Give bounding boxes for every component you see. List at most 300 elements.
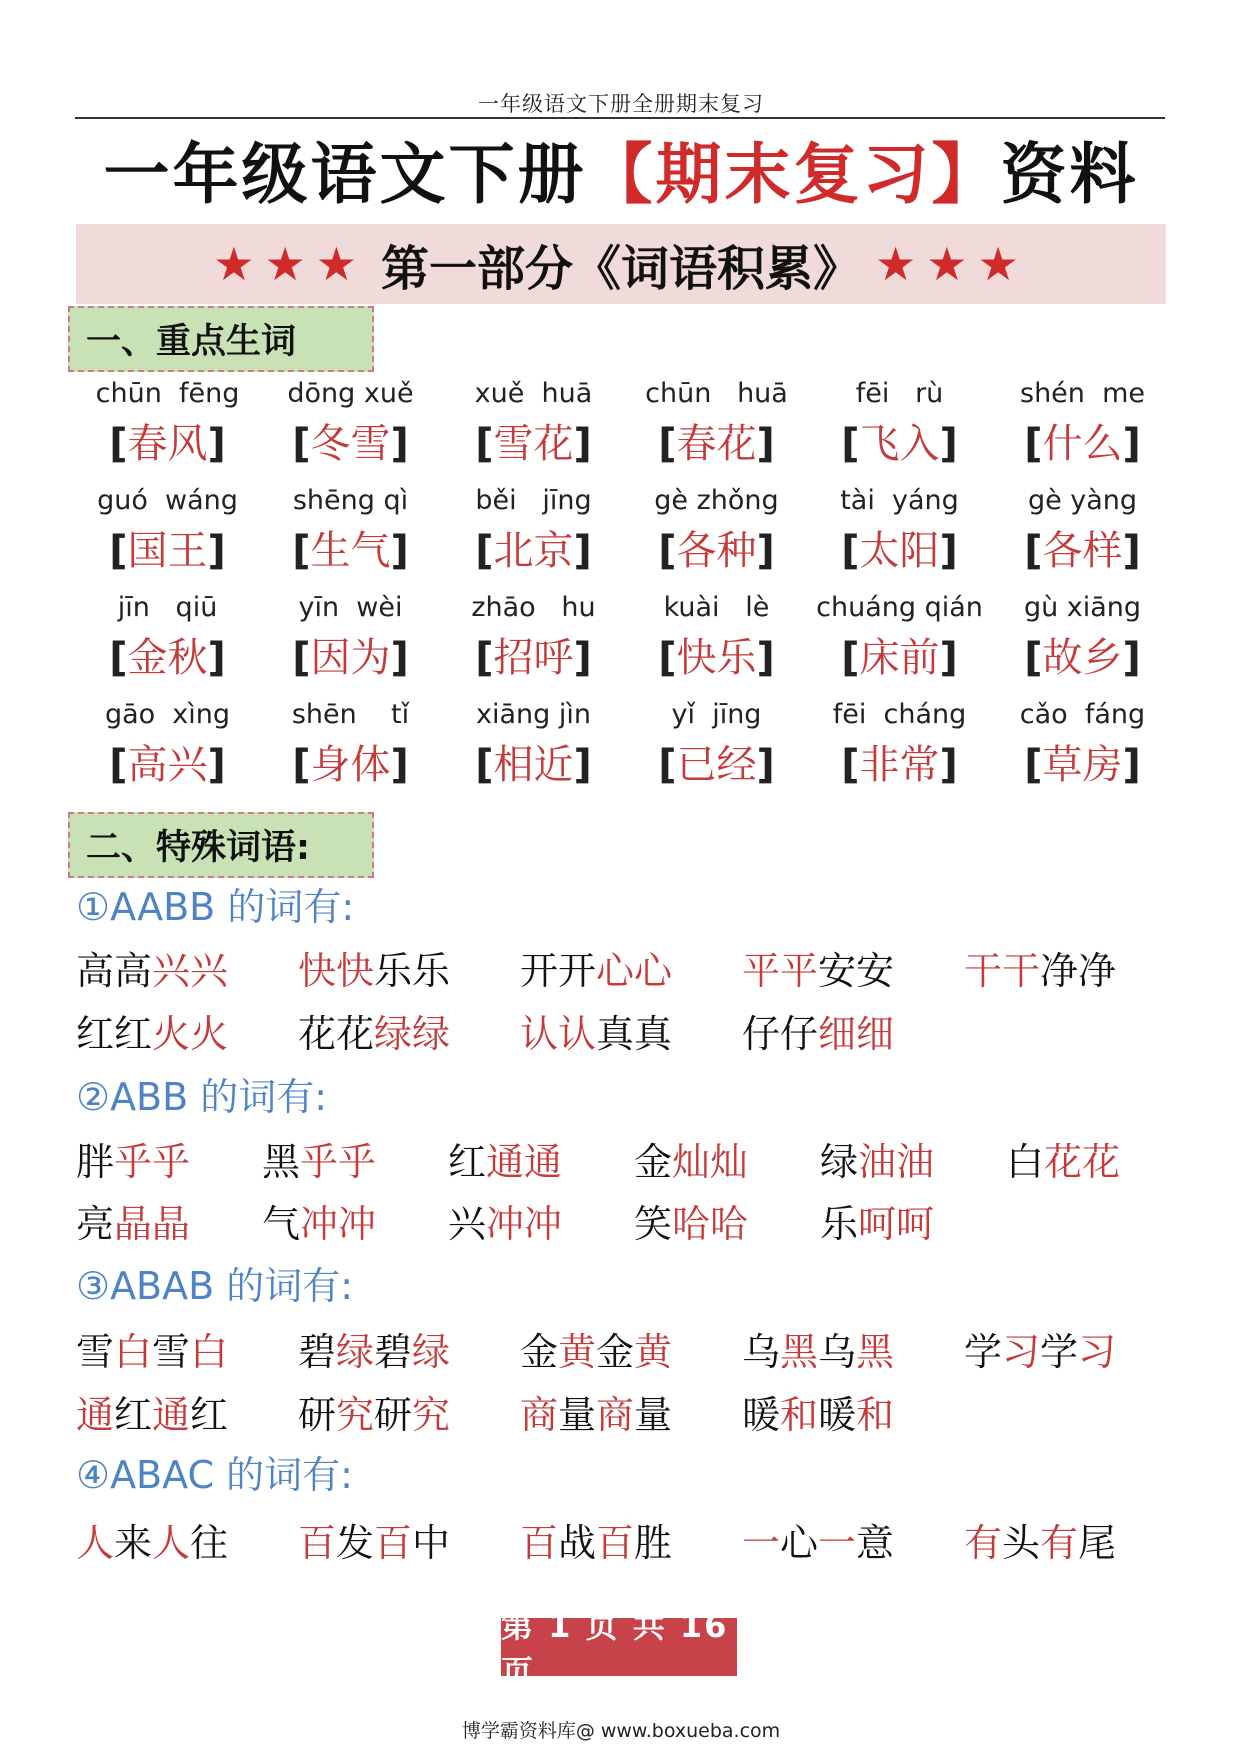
word-segment: 干干 [964,949,1041,993]
word-segment: 百 [374,1521,413,1565]
word-row [76,1006,964,1062]
word-segment: 通 [76,1393,115,1437]
vocab-pinyin: xuě huā [474,378,593,409]
word-segment: 花花 [1044,1140,1121,1184]
word-segment: 油油 [858,1140,935,1184]
vocab-word-bracketed [76,416,259,476]
special-word [298,1324,520,1380]
word-segment: 冲冲 [486,1202,563,1246]
bracket-close: ] [756,742,775,788]
word-segment: 百 [298,1521,337,1565]
word-segment: 笑 [634,1202,673,1246]
word-segment: 白 [1006,1140,1045,1184]
word-row [76,1387,964,1443]
word-segment: 商 [596,1393,635,1437]
group-heading-abab: ③ABAB 的词有: [76,1264,354,1308]
bracket-open: [ [109,742,128,788]
vocab-word: 非常 [859,742,940,788]
bracket-open: [ [658,421,677,467]
bracket-close: ] [573,528,592,574]
bracket-open: [ [109,421,128,467]
vocab-item [808,693,991,800]
vocab-pinyin: fēi cháng [832,699,967,730]
word-segment: 商 [520,1393,559,1437]
special-word [820,1134,1006,1190]
vocab-word-bracketed [76,630,259,690]
bracket-open: [ [109,528,128,574]
vocab-pinyin: gāo xìng [104,699,231,730]
group-heading-abac: ④ABAC 的词有: [76,1453,353,1497]
word-segment: 有 [964,1521,1003,1565]
vocab-pinyin: shén me [1020,378,1145,409]
word-row [76,1196,1006,1252]
vocab-word: 故乡 [1042,635,1123,681]
vocab-item [625,586,808,693]
word-segment: 高高 [76,949,153,993]
word-segment: 意 [856,1521,895,1565]
vocab-word: 高兴 [127,742,208,788]
word-segment: 人 [76,1521,115,1565]
word-segment: 绿 [336,1330,375,1374]
word-segment: 白 [190,1330,229,1374]
vocab-word: 因为 [310,635,391,681]
word-segment: 灿灿 [672,1140,749,1184]
vocab-row [76,693,1176,800]
special-word [742,1515,964,1571]
bracket-open: [ [658,635,677,681]
vocab-pinyin: xiāng jìn [476,699,591,730]
word-segment: 究 [412,1393,451,1437]
word-segment: 一 [818,1521,857,1565]
bracket-close: ] [1122,635,1141,681]
vocab-item [259,479,442,586]
word-segment: 百 [520,1521,559,1565]
vocab-pinyin: dōng xuě [287,378,414,409]
vocab-item [991,586,1174,693]
word-segment: 和 [780,1393,819,1437]
special-word [76,1324,298,1380]
word-segment: 哈哈 [672,1202,749,1246]
vocab-word-bracketed [76,737,259,797]
vocab-word: 招呼 [493,635,574,681]
word-segment: 绿 [412,1330,451,1374]
bracket-open: [ [475,742,494,788]
group-heading-abb: ②ABB 的词有: [76,1075,328,1119]
word-segment: 暖 [818,1393,857,1437]
vocab-pinyin: shēng qì [292,485,409,516]
vocab-item [808,372,991,479]
vocab-pinyin: gè zhǒng [654,485,779,516]
vocab-pinyin: chuáng qián [816,592,983,623]
vocab-word-bracketed [442,416,625,476]
bracket-open: [ [841,742,860,788]
word-segment: 心心 [596,949,673,993]
title-post: 资料 [1000,136,1139,213]
word-segment: 气 [262,1202,301,1246]
bracket-open: [ [1024,742,1043,788]
vocab-item [991,479,1174,586]
word-segment: 绿绿 [374,1012,451,1056]
part-title: 第一部分《词语积累》 [380,240,861,297]
bracket-close: ] [390,635,409,681]
special-word [76,1387,298,1443]
bracket-close: ] [573,635,592,681]
vocab-pinyin: shēn tǐ [291,699,410,730]
vocab-item [259,372,442,479]
special-word [520,1515,742,1571]
word-segment: 认认 [520,1012,597,1056]
bracket-open: [ [292,635,311,681]
word-segment: 碧 [374,1330,413,1374]
bracket-open: [ [475,635,494,681]
word-segment: 红 [448,1140,487,1184]
word-segment: 金 [596,1330,635,1374]
special-word [742,1006,964,1062]
vocab-word: 相近 [493,742,574,788]
vocab-word-bracketed [991,630,1174,690]
bracket-open: [ [1024,635,1043,681]
vocab-word-bracketed [625,416,808,476]
special-word [76,1006,298,1062]
vocab-word-bracketed [991,737,1174,797]
word-segment: 暖 [742,1393,781,1437]
word-segment: 晶晶 [114,1202,191,1246]
bracket-open: [ [109,635,128,681]
word-segment: 开开 [520,949,597,993]
word-segment: 中 [412,1521,451,1565]
vocab-word: 什么 [1042,421,1123,467]
vocab-word-bracketed [259,523,442,583]
vocab-item [442,693,625,800]
vocab-item [442,586,625,693]
special-word [520,1324,742,1380]
vocab-pinyin: chūn huā [645,378,788,409]
vocab-word-bracketed [625,630,808,690]
vocab-pinyin: fēi rù [855,378,944,409]
bracket-close: ] [939,421,958,467]
vocab-word-bracketed [442,630,625,690]
word-segment: 兴 [448,1202,487,1246]
word-segment: 胜 [634,1521,673,1565]
word-segment: 乌 [818,1330,857,1374]
vocab-word-bracketed [991,416,1174,476]
vocab-item [442,479,625,586]
special-word [76,943,298,999]
vocab-word: 金秋 [127,635,208,681]
vocab-item [259,586,442,693]
vocab-item [808,586,991,693]
special-word [520,1006,742,1062]
word-segment: 来 [114,1521,153,1565]
special-word [262,1134,448,1190]
running-header: 一年级语文下册全册期末复习 [478,92,764,116]
special-word [742,1324,964,1380]
vocab-pinyin: gè yàng [1027,485,1138,516]
special-word [520,943,742,999]
vocab-word: 各样 [1042,528,1123,574]
word-segment: 习 [1002,1330,1041,1374]
word-segment: 乐 [820,1202,859,1246]
word-segment: 火火 [152,1012,229,1056]
special-word [76,1134,262,1190]
vocab-item [76,693,259,800]
vocab-item [76,586,259,693]
vocab-pinyin: gù xiāng [1023,592,1142,623]
word-segment: 亮 [76,1202,115,1246]
word-segment: 有 [1040,1521,1079,1565]
vocab-item [991,693,1174,800]
word-segment: 一 [742,1521,781,1565]
vocab-word-bracketed [808,630,991,690]
vocab-word: 各种 [676,528,757,574]
word-segment: 乎乎 [114,1140,191,1184]
page-title [0,130,1242,220]
special-word [820,1196,1006,1252]
vocab-pinyin: kuài lè [663,592,770,623]
word-row [76,943,1186,999]
word-segment: 黄 [634,1330,673,1374]
section-heading-special-words: 二、特殊词语: [68,812,374,878]
vocab-pinyin: guó wáng [97,485,238,516]
word-segment: 研 [374,1393,413,1437]
word-segment: 红 [190,1393,229,1437]
bracket-open: [ [1024,528,1043,574]
bracket-close: ] [573,742,592,788]
vocab-word: 草房 [1042,742,1123,788]
word-segment: 黑 [262,1140,301,1184]
vocab-grid [76,372,1176,800]
bracket-close: ] [756,528,775,574]
word-segment: 白 [114,1330,153,1374]
vocab-pinyin: jīn qiū [117,592,218,623]
vocab-pinyin: zhāo hu [471,592,596,623]
vocab-word-bracketed [808,523,991,583]
word-segment: 雪 [152,1330,191,1374]
vocab-word: 冬雪 [310,421,391,467]
vocab-pinyin: chūn fēng [95,378,240,409]
vocab-item [625,372,808,479]
vocab-word-bracketed [259,416,442,476]
word-row [76,1134,1192,1190]
word-row [76,1515,1186,1571]
vocab-word: 北京 [493,528,574,574]
vocab-word: 已经 [676,742,757,788]
word-segment: 冲冲 [300,1202,377,1246]
bracket-close: ] [756,421,775,467]
word-segment: 净净 [1040,949,1117,993]
bracket-open: [ [841,635,860,681]
word-segment: 和 [856,1393,895,1437]
bracket-open: [ [475,421,494,467]
vocab-word-bracketed [259,630,442,690]
word-segment: 心 [780,1521,819,1565]
vocab-word-bracketed [625,737,808,797]
vocab-word-bracketed [808,416,991,476]
bracket-open: [ [1024,421,1043,467]
word-segment: 研 [298,1393,337,1437]
special-word [964,943,1186,999]
vocab-item [991,372,1174,479]
bracket-close: ] [390,421,409,467]
special-word [298,943,520,999]
title-pre: 一年级语文下册 [103,136,587,213]
word-segment: 花花 [298,1012,375,1056]
bracket-open: [ [292,742,311,788]
vocab-word-bracketed [625,523,808,583]
page-number-badge: 第 1 页 共 16 页 [501,1618,737,1676]
vocab-item [76,479,259,586]
vocab-item [808,479,991,586]
bracket-open: [ [475,528,494,574]
vocab-word-bracketed [442,523,625,583]
vocab-pinyin: tài yáng [840,485,959,516]
word-segment: 黑 [856,1330,895,1374]
bracket-close: ] [390,528,409,574]
vocab-item [625,693,808,800]
word-segment: 细细 [818,1012,895,1056]
word-segment: 兴兴 [152,949,229,993]
vocab-word: 春花 [676,421,757,467]
word-segment: 乎乎 [300,1140,377,1184]
vocab-item [259,693,442,800]
word-segment: 往 [190,1521,229,1565]
bracket-close: ] [939,528,958,574]
bracket-open: [ [658,528,677,574]
bracket-close: ] [573,421,592,467]
word-segment: 仔仔 [742,1012,819,1056]
header-rule [75,117,1165,119]
vocab-item [625,479,808,586]
word-segment: 红 [114,1393,153,1437]
bracket-open: [ [658,742,677,788]
word-segment: 乐乐 [374,949,451,993]
bracket-open: [ [292,421,311,467]
word-segment: 黑 [780,1330,819,1374]
special-word [448,1134,634,1190]
word-segment: 黄 [558,1330,597,1374]
vocab-item [442,372,625,479]
special-word [298,1515,520,1571]
special-word [298,1006,520,1062]
word-segment: 金 [634,1140,673,1184]
star-icons-right: ★★★ [875,237,1029,291]
word-segment: 绿 [820,1140,859,1184]
vocab-word: 快乐 [676,635,757,681]
vocab-pinyin: cǎo fáng [1019,699,1146,730]
special-word [1006,1134,1192,1190]
vocab-word-bracketed [991,523,1174,583]
vocab-word: 飞入 [859,421,940,467]
vocab-word: 雪花 [493,421,574,467]
vocab-pinyin: yǐ jīng [671,699,762,730]
special-word [76,1515,298,1571]
word-segment: 呵呵 [858,1202,935,1246]
vocab-word: 太阳 [859,528,940,574]
special-word [634,1196,820,1252]
section-heading-key-words: 一、重点生词 [68,306,374,372]
special-word [634,1134,820,1190]
word-segment: 战 [558,1521,597,1565]
word-segment: 习 [1078,1330,1117,1374]
word-segment: 人 [152,1521,191,1565]
word-segment: 快快 [298,949,375,993]
vocab-item [76,372,259,479]
special-word [742,943,964,999]
special-word [448,1196,634,1252]
vocab-word-bracketed [442,737,625,797]
bracket-close: ] [1122,421,1141,467]
bracket-close: ] [207,742,226,788]
vocab-word-bracketed [259,737,442,797]
word-segment: 头 [1002,1521,1041,1565]
vocab-row [76,479,1176,586]
word-segment: 金 [520,1330,559,1374]
word-segment: 雪 [76,1330,115,1374]
star-icons-left: ★★★ [213,237,367,291]
bracket-close: ] [939,635,958,681]
special-word [298,1387,520,1443]
special-word [76,1196,262,1252]
vocab-pinyin: yīn wèi [298,592,403,623]
title-accent: 【期末复习】 [586,136,1001,213]
vocab-word-bracketed [808,737,991,797]
bracket-close: ] [207,421,226,467]
bracket-close: ] [207,635,226,681]
word-segment: 学 [1040,1330,1079,1374]
word-segment: 通通 [486,1140,563,1184]
vocab-word-bracketed [76,523,259,583]
vocab-word: 生气 [310,528,391,574]
special-word [742,1387,964,1443]
footer-source: 博学霸资料库@ www.boxueba.com [461,1720,781,1742]
bracket-open: [ [292,528,311,574]
bracket-close: ] [390,742,409,788]
word-segment: 量 [634,1393,673,1437]
word-segment: 安安 [818,949,895,993]
bracket-open: [ [841,528,860,574]
bracket-close: ] [207,528,226,574]
word-segment: 真真 [596,1012,673,1056]
word-segment: 究 [336,1393,375,1437]
vocab-word: 床前 [859,635,940,681]
word-segment: 尾 [1078,1521,1117,1565]
word-segment: 百 [596,1521,635,1565]
special-word [262,1196,448,1252]
part-banner [76,224,1166,304]
word-row [76,1324,1186,1380]
vocab-word: 春风 [127,421,208,467]
word-segment: 碧 [298,1330,337,1374]
vocab-pinyin: běi jīng [475,485,592,516]
bracket-close: ] [1122,528,1141,574]
bracket-close: ] [756,635,775,681]
word-segment: 乌 [742,1330,781,1374]
special-word [964,1515,1186,1571]
word-segment: 红红 [76,1012,153,1056]
special-word [520,1387,742,1443]
word-segment: 量 [558,1393,597,1437]
word-segment: 发 [336,1521,375,1565]
vocab-word: 国王 [127,528,208,574]
bracket-close: ] [939,742,958,788]
bracket-open: [ [841,421,860,467]
bracket-close: ] [1122,742,1141,788]
word-segment: 平平 [742,949,819,993]
word-segment: 学 [964,1330,1003,1374]
special-word [964,1324,1186,1380]
vocab-row [76,372,1176,479]
vocab-row [76,586,1176,693]
